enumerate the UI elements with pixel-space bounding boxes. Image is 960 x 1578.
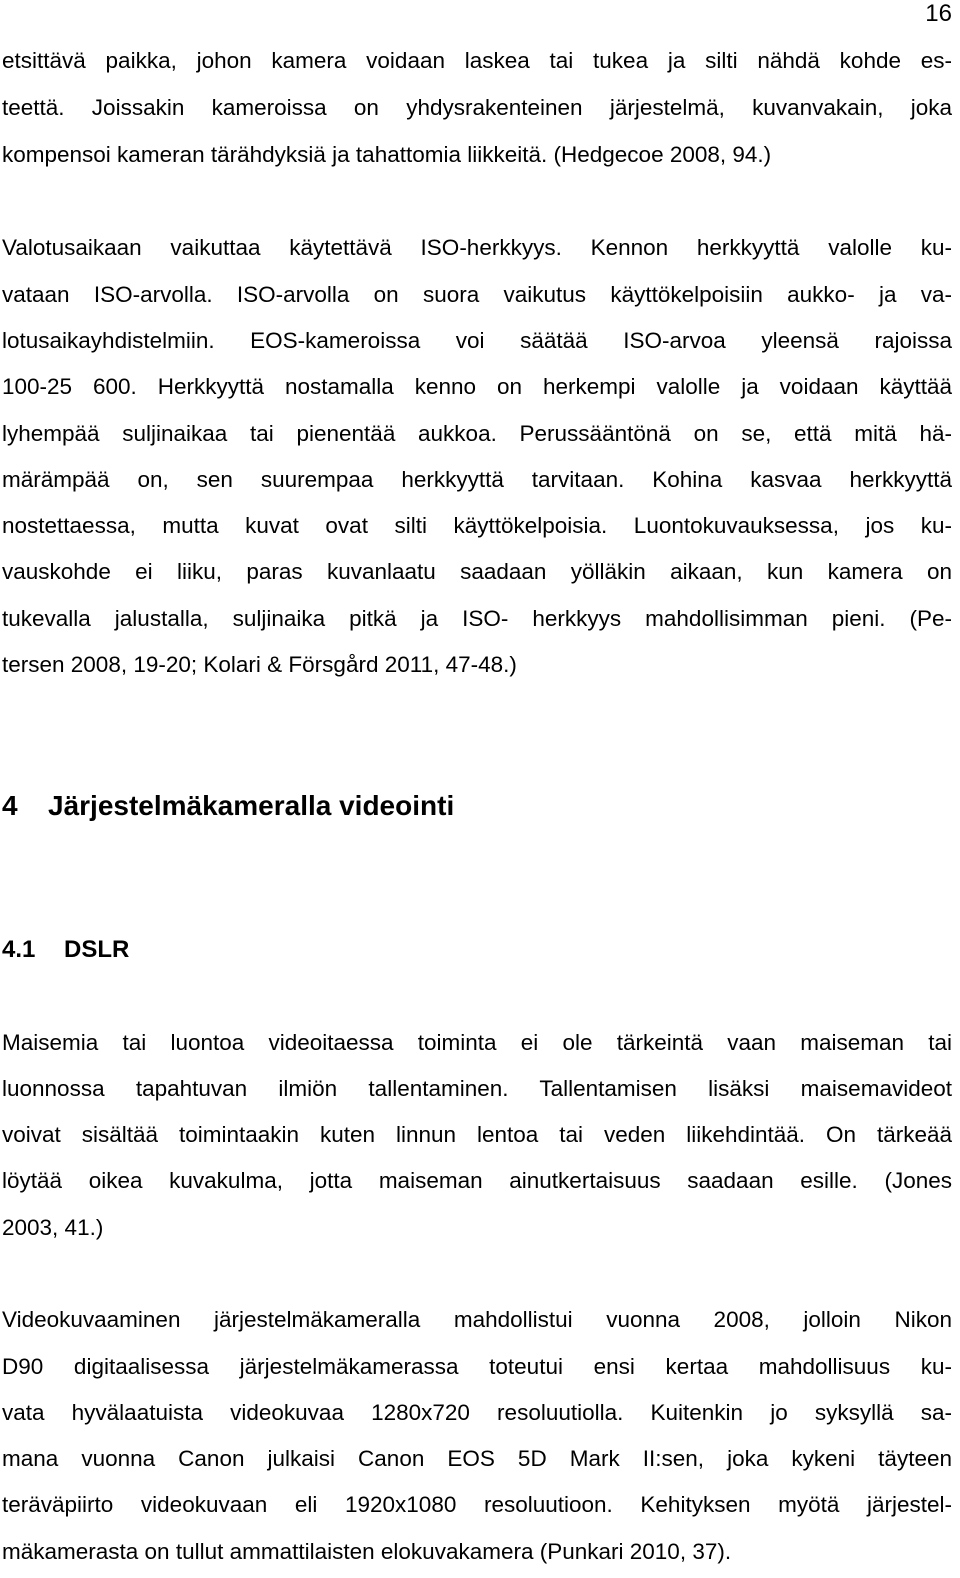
text-line: Valotusaikaan vaikuttaa käytettävä ISO-herkkyys. Kennon herkkyyttä valolle ku- bbox=[2, 235, 952, 260]
text-line: lyhempää suljinaikaa tai pienentää aukkoa. Perussääntönä on se, että mitä hä- bbox=[2, 421, 952, 446]
text-line: Videokuvaaminen järjestelmäkameralla mahdollistui vuonna 2008, jolloin Nikon bbox=[2, 1307, 952, 1332]
text-line: Maisemia tai luontoa videoitaessa toiminta ei ole tärkeintä vaan maiseman tai bbox=[2, 1030, 952, 1055]
text-line: 100-25 600. Herkkyyttä nostamalla kenno on herkempi valolle ja voidaan käyttää bbox=[2, 374, 952, 399]
text-line: tersen 2008, 19-20; Kolari & Försgård 2011, 47-48.) bbox=[2, 652, 517, 677]
text-line: mäkamerasta on tullut ammattilaisten elokuvakamera (Punkari 2010, 37). bbox=[2, 1539, 732, 1564]
text-line: teräväpiirto videokuvaan eli 1920x1080 resoluutioon. Kehityksen myötä järjestel- bbox=[2, 1492, 952, 1517]
text-line: märämpää on, sen suurempaa herkkyyttä tarvitaan. Kohina kasvaa herkkyyttä bbox=[2, 467, 952, 492]
text-line: etsittävä paikka, johon kamera voidaan laskea tai tukea ja silti nähdä kohde es- bbox=[2, 48, 952, 73]
text-line: lotusaikayhdistelmiin. EOS-kameroissa voi säätää ISO-arvoa yleensä rajoissa bbox=[2, 328, 952, 353]
text-line: 2003, 41.) bbox=[2, 1215, 104, 1240]
text-line: vataan ISO-arvolla. ISO-arvolla on suora vaikutus käyttökelpoisiin aukko- ja va- bbox=[2, 282, 952, 307]
text-line: nostettaessa, mutta kuvat ovat silti käyttökelpoisia. Luontokuvauksessa, jos ku- bbox=[2, 513, 952, 538]
text-line: kompensoi kameran tärähdyksiä ja tahattomia liikkeitä. (Hedgecoe 2008, 94.) bbox=[2, 142, 772, 167]
text-line: vata hyvälaatuista videokuvaa 1280x720 resoluutiolla. Kuitenkin jo syksyllä sa- bbox=[2, 1400, 952, 1425]
text-line: mana vuonna Canon julkaisi Canon EOS 5D Mark II:sen, joka kykeni täyteen bbox=[2, 1446, 952, 1471]
page-number: 16 bbox=[925, 0, 952, 27]
text-line: voivat sisältää toimintaakin kuten linnun lentoa tai veden liikehdintää. On tärkeää bbox=[2, 1122, 952, 1147]
text-line: luonnossa tapahtuvan ilmiön tallentaminen. Tallentamisen lisäksi maisemavideot bbox=[2, 1076, 952, 1101]
chapter-heading bbox=[2, 788, 454, 824]
section-title: DSLR bbox=[64, 936, 130, 963]
section-number: 4.1 bbox=[2, 936, 36, 963]
section-heading bbox=[2, 935, 129, 965]
text-line: tukevalla jalustalla, suljinaika pitkä ja ISO- herkkyys mahdollisimman pieni. (Pe- bbox=[2, 606, 952, 631]
text-line: vauskohde ei liiku, paras kuvanlaatu saadaan yölläkin aikaan, kun kamera on bbox=[2, 559, 952, 584]
chapter-number: 4 bbox=[2, 790, 18, 821]
text-line: teettä. Joissakin kameroissa on yhdysrakenteinen järjestelmä, kuvanvakain, joka bbox=[2, 95, 952, 120]
text-line: D90 digitaalisessa järjestelmäkamerassa toteutui ensi kertaa mahdollisuus ku- bbox=[2, 1354, 952, 1379]
text-line: löytää oikea kuvakulma, jotta maiseman ainutkertaisuus saadaan esille. (Jones bbox=[2, 1168, 952, 1193]
chapter-title: Järjestelmäkameralla videointi bbox=[48, 790, 455, 821]
